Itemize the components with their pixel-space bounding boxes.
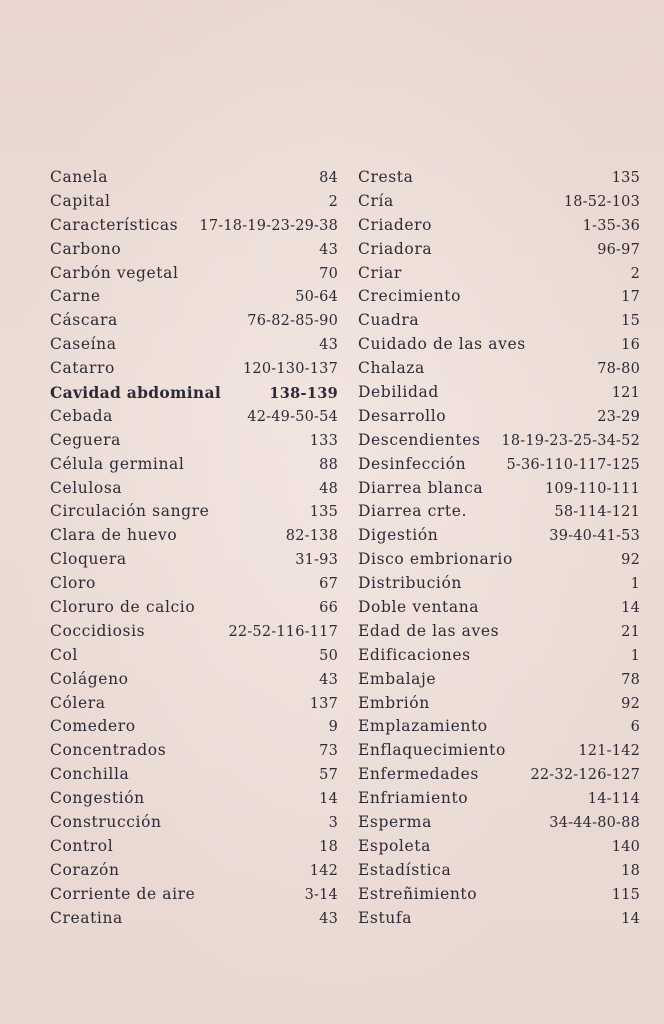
index-page-numbers: 142 (309, 862, 338, 879)
index-term: Doble ventana (358, 598, 480, 617)
index-page-numbers: 67 (319, 576, 338, 593)
index-term: Chalaza (358, 359, 425, 378)
index-page-numbers: 2 (630, 265, 640, 282)
index-term: Col (50, 645, 78, 664)
index-entry (358, 572, 640, 596)
index-term: Colágeno (50, 669, 129, 688)
index-page-numbers: 135 (309, 504, 338, 521)
index-entry (358, 907, 640, 931)
index-entry (50, 524, 338, 548)
index-entry (50, 572, 338, 596)
index-page-numbers: 66 (319, 600, 338, 617)
index-term: Conchilla (50, 765, 130, 784)
index-entry (358, 405, 640, 429)
index-page-numbers: 2 (328, 193, 338, 210)
index-term: Enfriamiento (358, 789, 469, 808)
index-entry (50, 787, 338, 811)
index-entry (50, 907, 338, 931)
index-entry (50, 214, 338, 238)
index-entry (358, 787, 640, 811)
index-entry (50, 715, 338, 739)
index-entry (50, 453, 338, 477)
index-term: Carbono (50, 239, 122, 258)
index-page-numbers: 15 (621, 313, 640, 330)
index-term: Criar (358, 263, 402, 282)
index-entry (50, 381, 338, 405)
index-page-numbers: 133 (309, 432, 338, 449)
index-entry (358, 548, 640, 572)
index-page-numbers: 31-93 (295, 552, 338, 569)
index-page-numbers: 17 (621, 289, 640, 306)
index-entry (358, 453, 640, 477)
index-page-numbers: 17-18-19-23-29-38 (199, 217, 338, 234)
index-page-numbers: 21 (621, 623, 640, 640)
index-entry (358, 262, 640, 286)
index-term: Cloruro de calcio (50, 598, 196, 617)
index-term: Cría (358, 191, 394, 210)
index-entry (358, 715, 640, 739)
index-page-numbers: 43 (319, 671, 338, 688)
index-entry (50, 811, 338, 835)
index-page-numbers: 9 (328, 719, 338, 736)
index-entry (50, 477, 338, 501)
index-term: Descendientes (358, 430, 481, 449)
index-term: Comedero (50, 717, 136, 736)
index-term: Caseína (50, 335, 117, 354)
index-term: Estreñimiento (358, 884, 478, 903)
index-term: Construcción (50, 813, 162, 832)
index-term: Criadero (358, 215, 433, 234)
index-page-numbers: 3-14 (304, 886, 338, 903)
index-term: Desarrollo (358, 406, 447, 425)
index-entry (358, 238, 640, 262)
index-entry (50, 835, 338, 859)
index-entry (358, 309, 640, 333)
index-entry (358, 811, 640, 835)
index-page-numbers: 22-52-116-117 (228, 623, 338, 640)
index-page-numbers: 96-97 (597, 241, 640, 258)
index-term: Emplazamiento (358, 717, 488, 736)
index-entry (50, 596, 338, 620)
index-entry (50, 692, 338, 716)
index-entry (358, 190, 640, 214)
index-term: Esperma (358, 813, 432, 832)
index-entry (358, 166, 640, 190)
index-entry (358, 596, 640, 620)
index-term: Cresta (358, 168, 414, 186)
index-entry (50, 429, 338, 453)
index-entry (50, 357, 338, 381)
index-term: Cólera (50, 693, 106, 712)
index-term: Ceguera (50, 430, 121, 449)
index-page-numbers: 18-19-23-25-34-52 (501, 432, 640, 449)
index-term: Digestión (358, 526, 439, 545)
index-term: Debilidad (358, 383, 439, 402)
index-term: Cuadra (358, 311, 420, 330)
index-term: Distribución (358, 574, 462, 593)
index-entry (50, 309, 338, 333)
index-term: Célula germinal (50, 454, 185, 473)
index-entry (50, 262, 338, 286)
index-term: Diarrea crte. (358, 502, 468, 521)
index-term: Capital (50, 191, 111, 210)
index-term: Circulación sangre (50, 502, 210, 521)
index-entry (50, 739, 338, 763)
index-term: Carbón vegetal (50, 263, 179, 282)
index-entry (50, 883, 338, 907)
index-term: Crecimiento (358, 287, 462, 306)
index-term: Control (50, 836, 114, 855)
index-term: Cáscara (50, 311, 118, 330)
index-term: Cloro (50, 574, 96, 593)
index-entry (358, 668, 640, 692)
index-page-numbers: 92 (621, 552, 640, 569)
index-entry (358, 644, 640, 668)
index-entry (358, 429, 640, 453)
index-page-numbers: 43 (319, 241, 338, 258)
index-entry (50, 763, 338, 787)
index-entry (50, 644, 338, 668)
index-entry (358, 214, 640, 238)
index-term: Clara de huevo (50, 526, 178, 545)
index-page-numbers: 39-40-41-53 (549, 528, 640, 545)
index-term: Cavidad abdominal (50, 383, 222, 403)
index-entry (50, 859, 338, 883)
index-page-numbers: 1 (630, 576, 640, 593)
index-page-numbers: 43 (319, 337, 338, 354)
index-entry (358, 859, 640, 883)
index-term: Celulosa (50, 478, 123, 497)
index-page-numbers: 14 (319, 791, 338, 808)
index-page-numbers: 84 (319, 170, 338, 186)
index-page-numbers: 18 (621, 862, 640, 879)
index-entry (358, 285, 640, 309)
index-column-left (50, 166, 338, 931)
index-entry (50, 285, 338, 309)
index-page-numbers: 70 (319, 265, 338, 282)
index-entry (358, 381, 640, 405)
index-page-numbers: 42-49-50-54 (247, 408, 338, 425)
index-page-numbers: 78-80 (597, 361, 640, 378)
index-entry (358, 477, 640, 501)
index-term: Criadora (358, 239, 433, 258)
index-page-numbers: 121-142 (578, 743, 640, 760)
index-term: Cloquera (50, 550, 127, 569)
index-entry (50, 548, 338, 572)
index-page-numbers: 1-35-36 (582, 217, 640, 234)
index-term: Catarro (50, 359, 115, 378)
index-term: Corriente de aire (50, 884, 196, 903)
index-term: Edificaciones (358, 645, 471, 664)
index-page-numbers: 23-29 (597, 408, 640, 425)
index-page-numbers: 16 (621, 337, 640, 354)
index-term: Carne (50, 287, 101, 306)
index-term: Características (50, 215, 179, 234)
index-entry (50, 238, 338, 262)
index-entry (358, 333, 640, 357)
index-page-numbers: 5-36-110-117-125 (506, 456, 640, 473)
index-entry (358, 620, 640, 644)
index-term: Estadística (358, 860, 452, 879)
index-page-numbers: 18 (319, 838, 338, 855)
index-entry (358, 357, 640, 381)
index-term: Desinfección (358, 454, 467, 473)
index-page-numbers: 140 (611, 838, 640, 855)
index-page-numbers: 22-32-126-127 (530, 767, 640, 784)
index-entry (50, 333, 338, 357)
index-page-numbers: 43 (319, 910, 338, 927)
index-page-numbers: 14 (621, 600, 640, 617)
index-entry (50, 405, 338, 429)
index-page-numbers: 92 (621, 695, 640, 712)
index-term: Edad de las aves (358, 621, 500, 640)
index-term: Espoleta (358, 836, 431, 855)
index-page-numbers: 6 (630, 719, 640, 736)
index-term: Coccidiosis (50, 621, 146, 640)
index-term: Enfermedades (358, 765, 479, 784)
index-page-numbers: 137 (309, 695, 338, 712)
index-page-numbers: 109-110-111 (544, 480, 640, 497)
index-page-numbers: 82-138 (285, 528, 338, 545)
index-page-numbers: 138-139 (269, 385, 338, 403)
index-page-numbers: 58-114-121 (554, 504, 640, 521)
index-term: Embalaje (358, 669, 437, 688)
index-page-numbers: 76-82-85-90 (247, 313, 338, 330)
index-page-numbers: 115 (611, 886, 640, 903)
index-entry (50, 620, 338, 644)
index-entry (358, 883, 640, 907)
index-term: Canela (50, 168, 109, 186)
index-page-numbers: 135 (611, 170, 640, 186)
index-term: Creatina (50, 908, 123, 927)
index-term: Embrión (358, 693, 430, 712)
index-entry (358, 692, 640, 716)
index-page-numbers: 14 (621, 910, 640, 927)
index-page-numbers: 48 (319, 480, 338, 497)
index-entry (358, 524, 640, 548)
index-entry (358, 763, 640, 787)
index-page-numbers: 50-64 (295, 289, 338, 306)
index-term: Cebada (50, 406, 113, 425)
index-entry (50, 500, 338, 524)
index-term: Estufa (358, 908, 413, 927)
index-page-numbers: 121 (611, 385, 640, 402)
index-term: Corazón (50, 860, 120, 879)
index-page-numbers: 3 (328, 815, 338, 832)
index-page-numbers: 88 (319, 456, 338, 473)
index-entry (358, 500, 640, 524)
index-page-numbers: 78 (621, 671, 640, 688)
index-page-numbers: 1 (630, 647, 640, 664)
index-term: Cuidado de las aves (358, 335, 526, 354)
index-page-numbers: 50 (319, 647, 338, 664)
index-term: Congestión (50, 789, 145, 808)
index-entry (358, 835, 640, 859)
index-term: Concentrados (50, 741, 167, 760)
index-term: Enflaquecimiento (358, 741, 506, 760)
index-term: Disco embrionario (358, 550, 513, 569)
index-page-numbers: 14-114 (587, 791, 640, 808)
index-term: Diarrea blanca (358, 478, 484, 497)
index-page-numbers: 18-52-103 (563, 193, 640, 210)
index-entry (50, 166, 338, 190)
index-entry (50, 190, 338, 214)
index-page-numbers: 34-44-80-88 (549, 815, 640, 832)
index-entry (358, 739, 640, 763)
index-page-numbers: 120-130-137 (242, 361, 338, 378)
index-entry (50, 668, 338, 692)
index-page-numbers: 57 (319, 767, 338, 784)
index-page-numbers: 73 (319, 743, 338, 760)
index-column-right (358, 166, 640, 931)
